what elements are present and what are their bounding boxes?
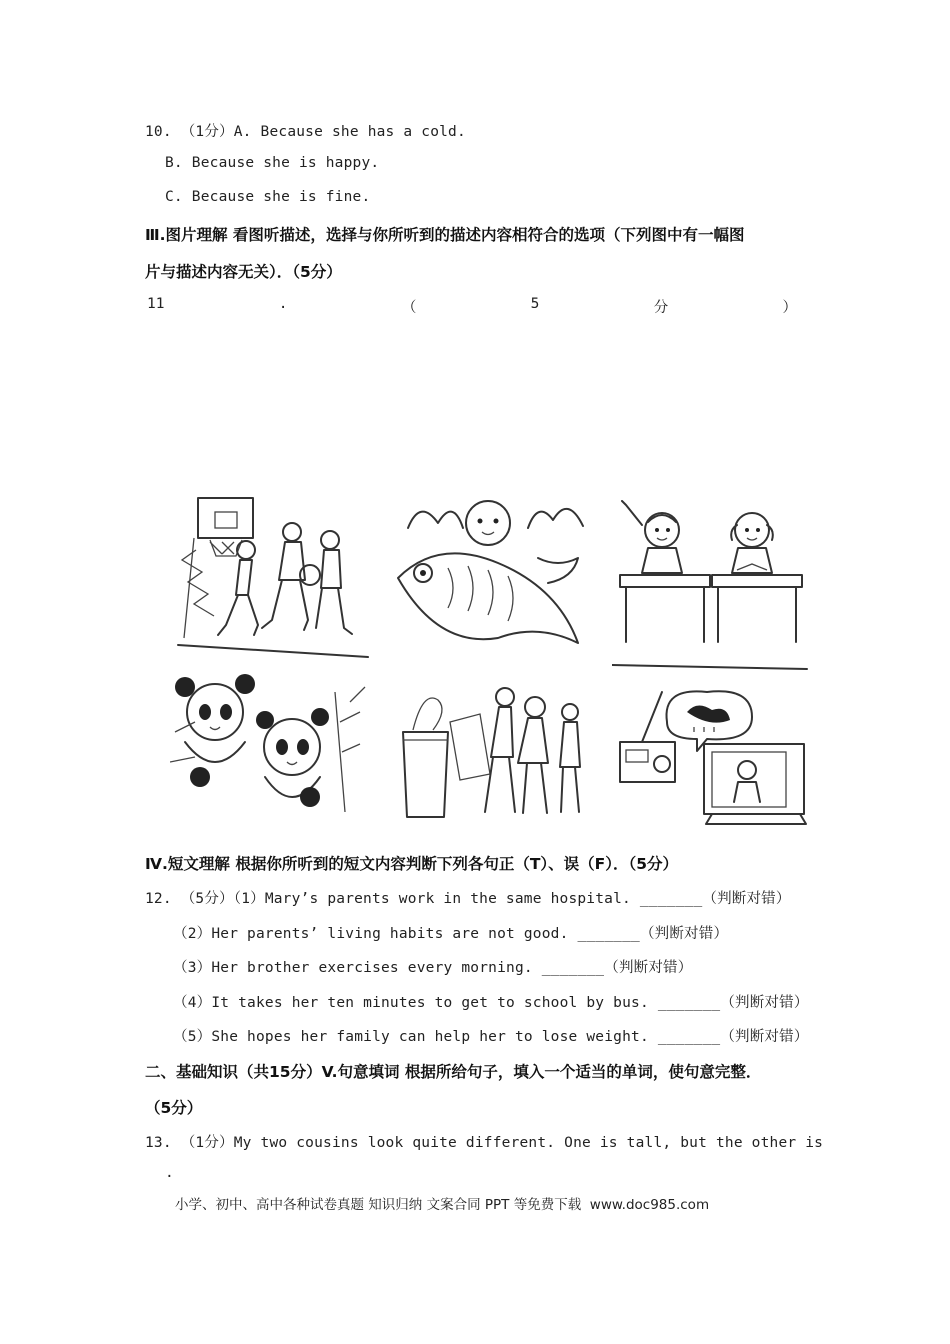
- q11-number: 11: [147, 296, 165, 312]
- q12-statement-3: （3）Her brother exercises every morning. _______（判断对错）: [173, 960, 693, 976]
- q13-dot: .: [165, 1165, 174, 1181]
- part2-heading-line1: 二、基础知识（共15分）V.句意填词 根据所给句子，填入一个适当的单词，使句意完整．: [145, 1063, 762, 1081]
- boy-with-fish-papercut-picture: [388, 488, 598, 658]
- radio-tv-weather-picture: [612, 682, 812, 827]
- people-recycling-newspaper-picture: [395, 682, 595, 827]
- q12-statement-4: （4）It takes her ten minutes to get to school by bus. _______（判断对错）: [173, 995, 809, 1011]
- basketball-players-picture: [170, 490, 375, 665]
- section3-heading-line1: Ⅲ.图片理解 看图听描述，选择与你所听到的描述内容相符合的选项（下列图中有一幅图: [145, 226, 745, 244]
- q12-statement-5: （5）She hopes her family can help her to lose weight. _______（判断对错）: [173, 1029, 809, 1045]
- q12-statement-2: （2）Her parents’ living habits are not good. _______（判断对错）: [173, 926, 729, 942]
- footer-ad: 小学、初中、高中各种试卷真题 知识归纳 文案合同 PPT 等免费下载 www.doc985.com: [175, 1197, 710, 1213]
- q11-line: [147, 296, 797, 317]
- q11-rparen: ）: [782, 300, 797, 316]
- part2-heading-line2: （5分）: [145, 1099, 203, 1117]
- q10-option-b: B. Because she is happy.: [165, 155, 380, 171]
- q12-statement-1: 12. （5分）（1）Mary’s parents work in the same hospital. _______（判断对错）: [145, 891, 791, 907]
- q10-option-a: 10. （1分）A. Because she has a cold.: [145, 124, 466, 140]
- q10-option-c: C. Because she is fine.: [165, 189, 371, 205]
- pandas-bamboo-picture: [170, 672, 370, 827]
- section3-heading-line2: 片与描述内容无关）．（5分）: [145, 263, 342, 281]
- q11-dot: .: [278, 296, 288, 312]
- section4-heading: Ⅳ.短文理解 根据你所听到的短文内容判断下列各句正（T）、误（F）．（5分）: [145, 855, 679, 873]
- q13-text: 13. （1分）My two cousins look quite different. One is tall, but the other is: [145, 1135, 824, 1151]
- q11-score: 5: [530, 296, 540, 312]
- q11-fen: 分: [653, 300, 669, 316]
- q11-lparen: （: [401, 300, 417, 316]
- students-at-desks-picture: [612, 500, 812, 670]
